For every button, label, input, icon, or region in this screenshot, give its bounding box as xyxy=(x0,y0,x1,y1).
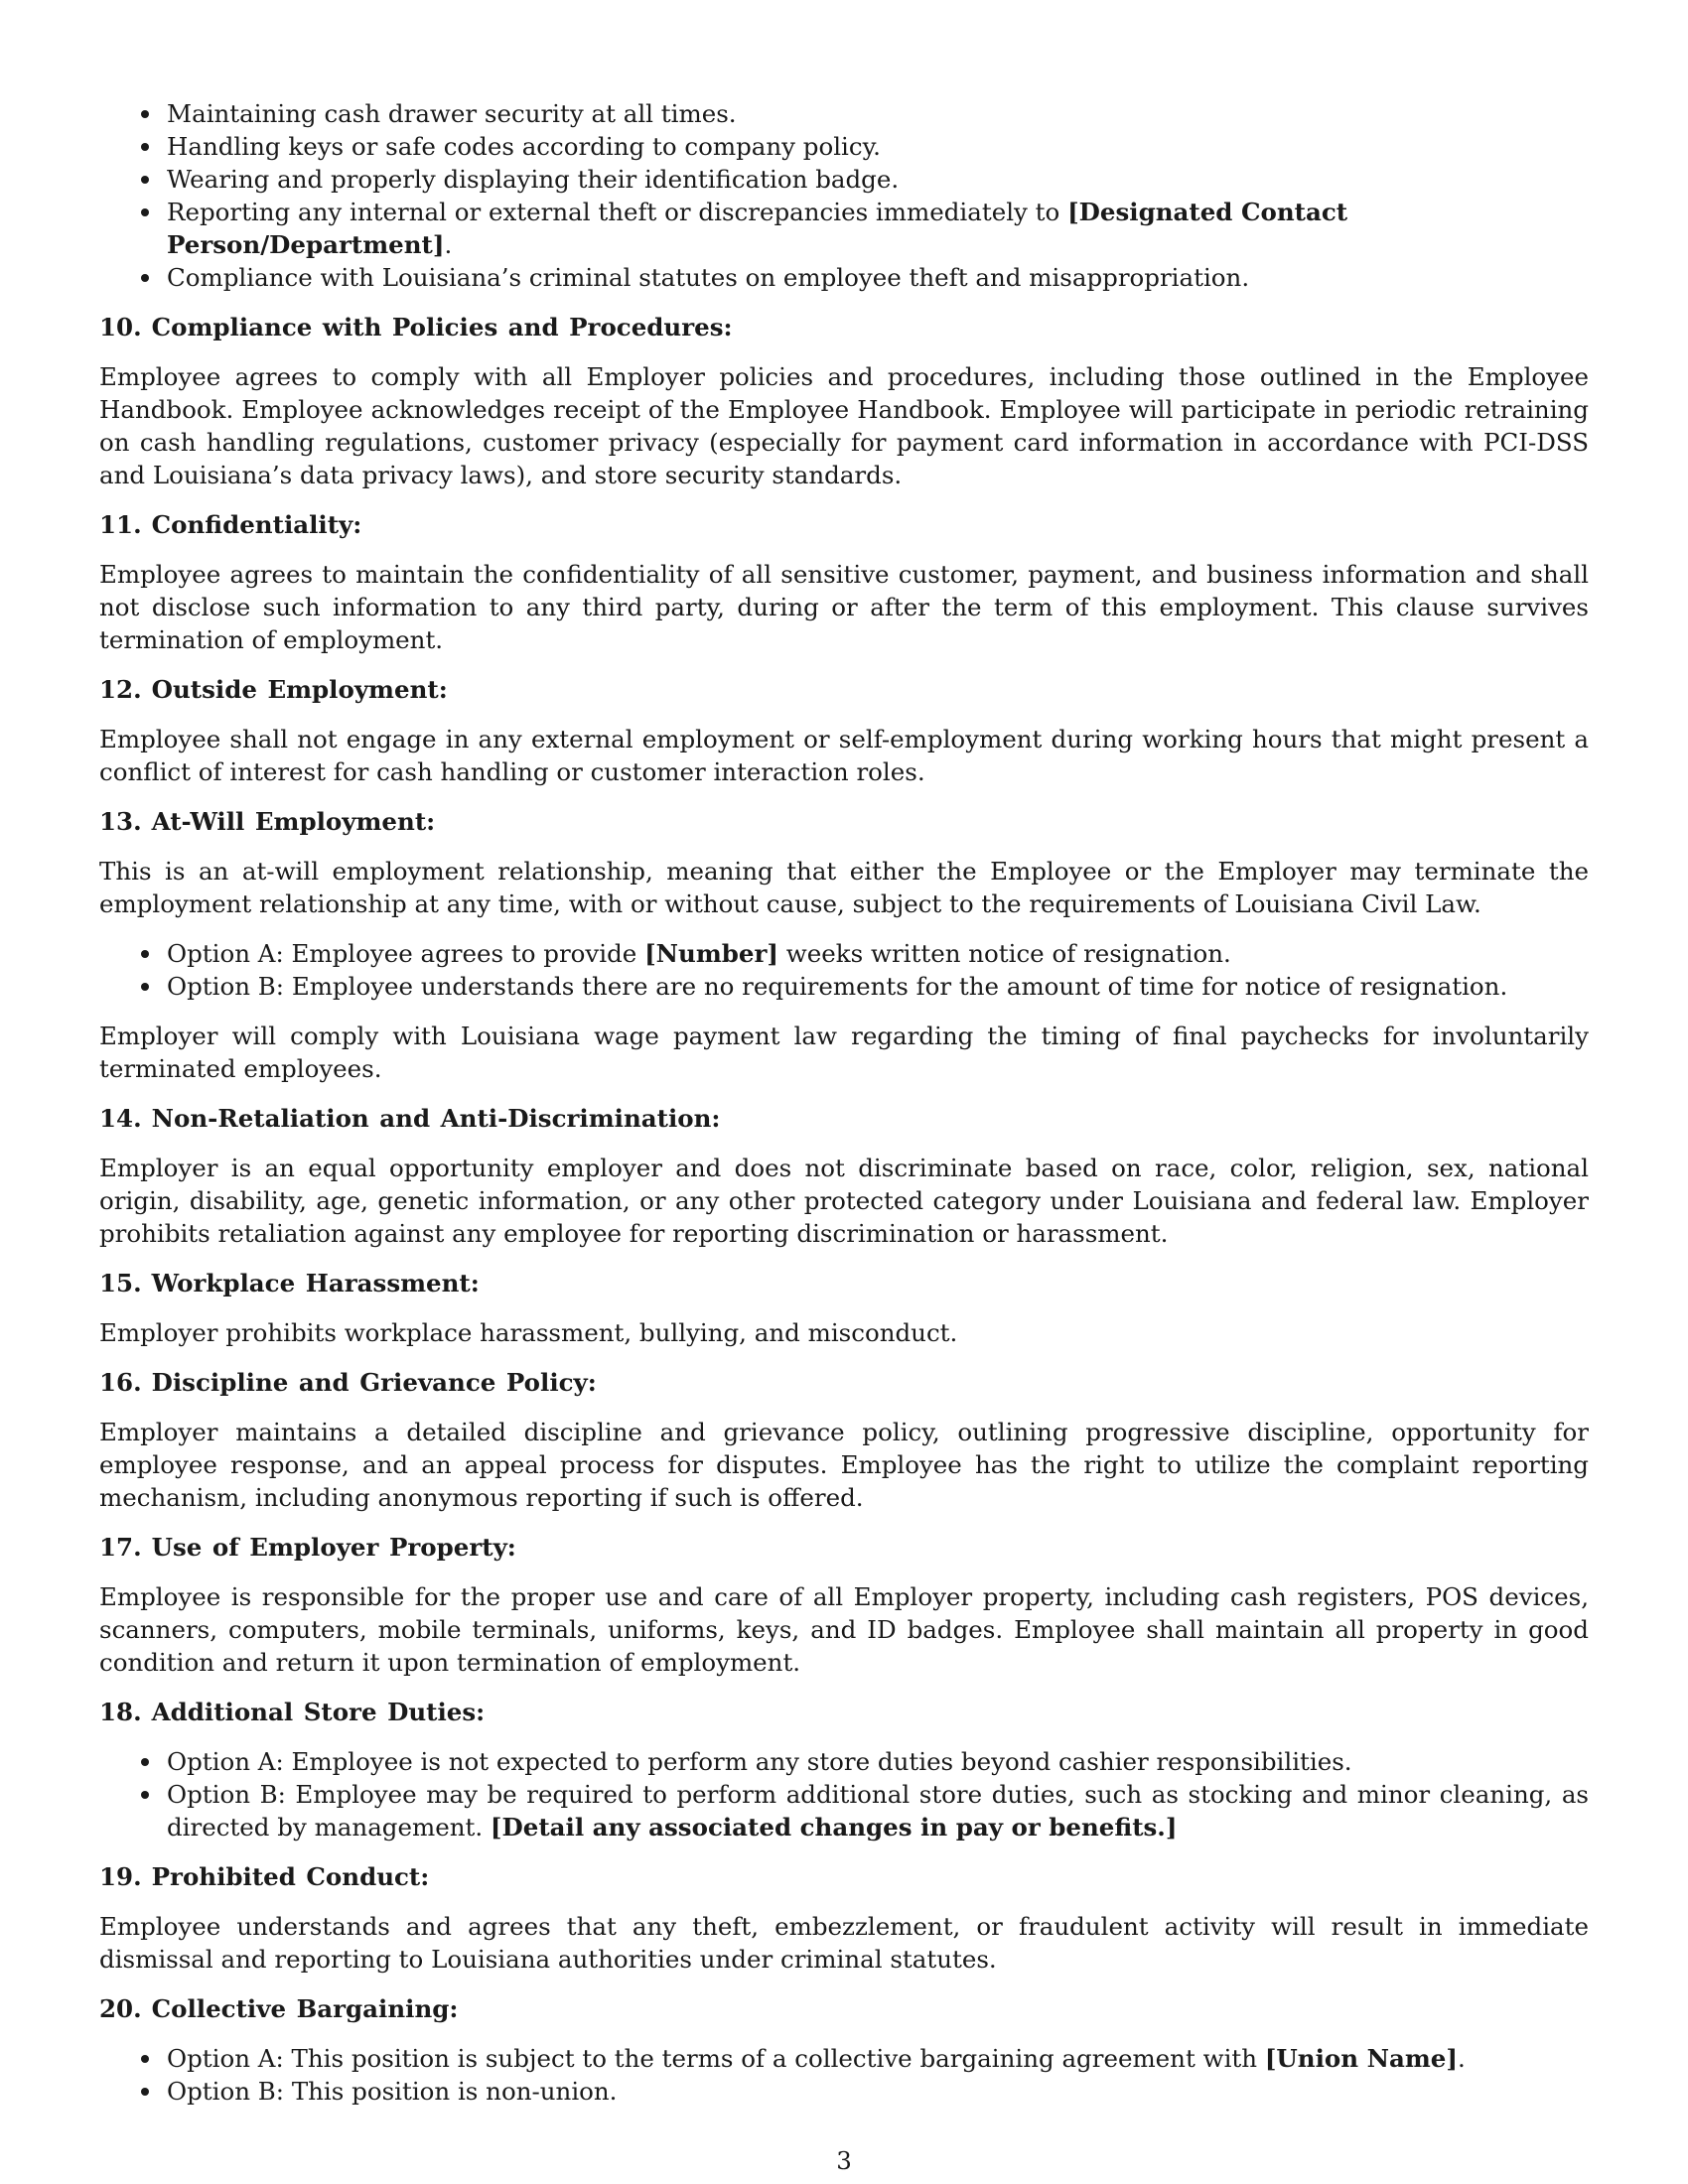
list-item xyxy=(167,2042,1589,2075)
bullet-list-notice-options xyxy=(99,937,1589,1003)
list-item-text: Reporting any internal or external theft or discrepancies immediately to xyxy=(167,198,1068,226)
section-body-14: Employer is an equal opportunity employer and does not discriminate based on race, color, religion, sex, national origin, disability, age, genetic information, or any other protected category under Louisiana and federal law. Employer prohibits retaliation against any employee for reporting discrimination or harassment. xyxy=(99,1154,1589,1248)
section-title: Collective Bargaining: xyxy=(151,1994,459,2023)
section-heading-14 xyxy=(99,1102,1589,1135)
placeholder-contact: [Designated Contact Person/Department] xyxy=(167,198,1348,259)
section-number: 20. xyxy=(99,1994,142,2023)
section-number: 15. xyxy=(99,1269,142,1297)
section-body-19: Employee understands and agrees that any theft, embezzlement, or fraudulent activity will result in immediate dismissal and reporting to Louisiana authorities under criminal statutes. xyxy=(99,1912,1589,1974)
section-title: Additional Store Duties: xyxy=(151,1698,486,1726)
list-item: Option B: This position is non-union. xyxy=(167,2075,1589,2108)
section-title: Discipline and Grievance Policy: xyxy=(151,1368,597,1397)
section-heading-11 xyxy=(99,508,1589,541)
section-number: 17. xyxy=(99,1533,142,1562)
bullet-list-union-options xyxy=(99,2042,1589,2108)
bullet-list-security xyxy=(99,97,1589,294)
list-item: Option B: Employee understands there are no requirements for the amount of time for notice of resignation. xyxy=(167,970,1589,1003)
placeholder-number: [Number] xyxy=(644,939,779,968)
section-heading-15 xyxy=(99,1267,1589,1299)
list-item-text: Option A: Employee agrees to provide xyxy=(167,939,645,968)
section-number: 19. xyxy=(99,1862,142,1891)
section-body-13: This is an at-will employment relationship, meaning that either the Employee or the Employer may terminate the employment relationship at any time, with or without cause, subject to the requirements of Louisiana Civil Law. xyxy=(99,857,1589,918)
page-number: 3 xyxy=(836,2146,852,2175)
section-body-17: Employee is responsible for the proper use and care of all Employer property, including cash registers, POS devices, scanners, computers, mobile terminals, uniforms, keys, and ID badges. Employee shall maintain all property in good condition and return it upon termination of employment. xyxy=(99,1582,1589,1677)
section-heading-16 xyxy=(99,1366,1589,1399)
section-heading-18 xyxy=(99,1696,1589,1728)
section-heading-10 xyxy=(99,311,1589,343)
list-item-text: . xyxy=(1457,2044,1466,2073)
section-body-10: Employee agrees to comply with all Employer policies and procedures, including those outlined in the Employee Handbook. Employee acknowledges receipt of the Employee Handbook. Employee will participate in periodic retraining on cash handling regulations, customer privacy (especially for payment card information in accordance with PCI-DSS and Louisiana’s data privacy laws), and store security standards. xyxy=(99,362,1589,489)
section-body-13-final-paycheck: Employer will comply with Louisiana wage payment law regarding the timing of final paychecks for involuntarily terminated employees. xyxy=(99,1022,1589,1083)
section-title: Workplace Harassment: xyxy=(151,1269,480,1297)
placeholder-pay-details: [Detail any associated changes in pay or benefits.] xyxy=(490,1813,1178,1842)
list-item-text: . xyxy=(444,230,453,259)
section-title: Non-Retaliation and Anti-Discrimination: xyxy=(151,1104,721,1133)
section-number: 18. xyxy=(99,1698,142,1726)
section-heading-13 xyxy=(99,805,1589,838)
section-title: Confidentiality: xyxy=(151,510,362,539)
list-item: Compliance with Louisiana’s criminal statutes on employee theft and misappropriation. xyxy=(167,261,1589,294)
section-number: 16. xyxy=(99,1368,142,1397)
section-number: 13. xyxy=(99,807,142,836)
list-item-text: Option B: Employee may be required to perform additional store duties, such as stocking and minor cleaning, as directed by management. xyxy=(167,1780,1589,1842)
list-item xyxy=(167,196,1589,261)
list-item: Handling keys or safe codes according to company policy. xyxy=(167,130,1589,163)
section-number: 11. xyxy=(99,510,142,539)
list-item: Option A: Employee is not expected to perform any store duties beyond cashier responsibilities. xyxy=(167,1745,1589,1778)
section-body-11: Employee agrees to maintain the confidentiality of all sensitive customer, payment, and business information and shall not disclose such information to any third party, during or after the term of this employment. This clause survives termination of employment. xyxy=(99,560,1589,654)
list-item-text: Option A: This position is subject to the terms of a collective bargaining agreement with xyxy=(167,2044,1265,2073)
list-item-text: weeks written notice of resignation. xyxy=(778,939,1231,968)
section-number: 14. xyxy=(99,1104,142,1133)
placeholder-union-name: [Union Name] xyxy=(1264,2044,1458,2073)
section-number: 12. xyxy=(99,675,142,704)
section-title: Use of Employer Property: xyxy=(151,1533,516,1562)
section-title: At-Will Employment: xyxy=(151,807,436,836)
list-item xyxy=(167,937,1589,970)
list-item xyxy=(167,1778,1589,1843)
section-title: Prohibited Conduct: xyxy=(151,1862,430,1891)
section-number: 10. xyxy=(99,313,142,341)
section-body-16: Employer maintains a detailed discipline and grievance policy, outlining progressive discipline, opportunity for employee response, and an appeal process for disputes. Employee has the right to utilize the complaint reporting mechanism, including anonymous reporting if such is offered. xyxy=(99,1418,1589,1512)
list-item: Wearing and properly displaying their identification badge. xyxy=(167,163,1589,196)
list-item: Maintaining cash drawer security at all times. xyxy=(167,97,1589,130)
section-title: Outside Employment: xyxy=(151,675,448,704)
section-body-12: Employee shall not engage in any external employment or self-employment during working hours that might present a conflict of interest for cash handling or customer interaction roles. xyxy=(99,725,1589,786)
section-heading-12 xyxy=(99,673,1589,706)
section-body-15: Employer prohibits workplace harassment, bullying, and misconduct. xyxy=(99,1318,958,1347)
section-heading-20 xyxy=(99,1992,1589,2025)
section-title: Compliance with Policies and Procedures: xyxy=(151,313,733,341)
section-heading-17 xyxy=(99,1531,1589,1564)
bullet-list-store-duties xyxy=(99,1745,1589,1843)
section-heading-19 xyxy=(99,1860,1589,1893)
